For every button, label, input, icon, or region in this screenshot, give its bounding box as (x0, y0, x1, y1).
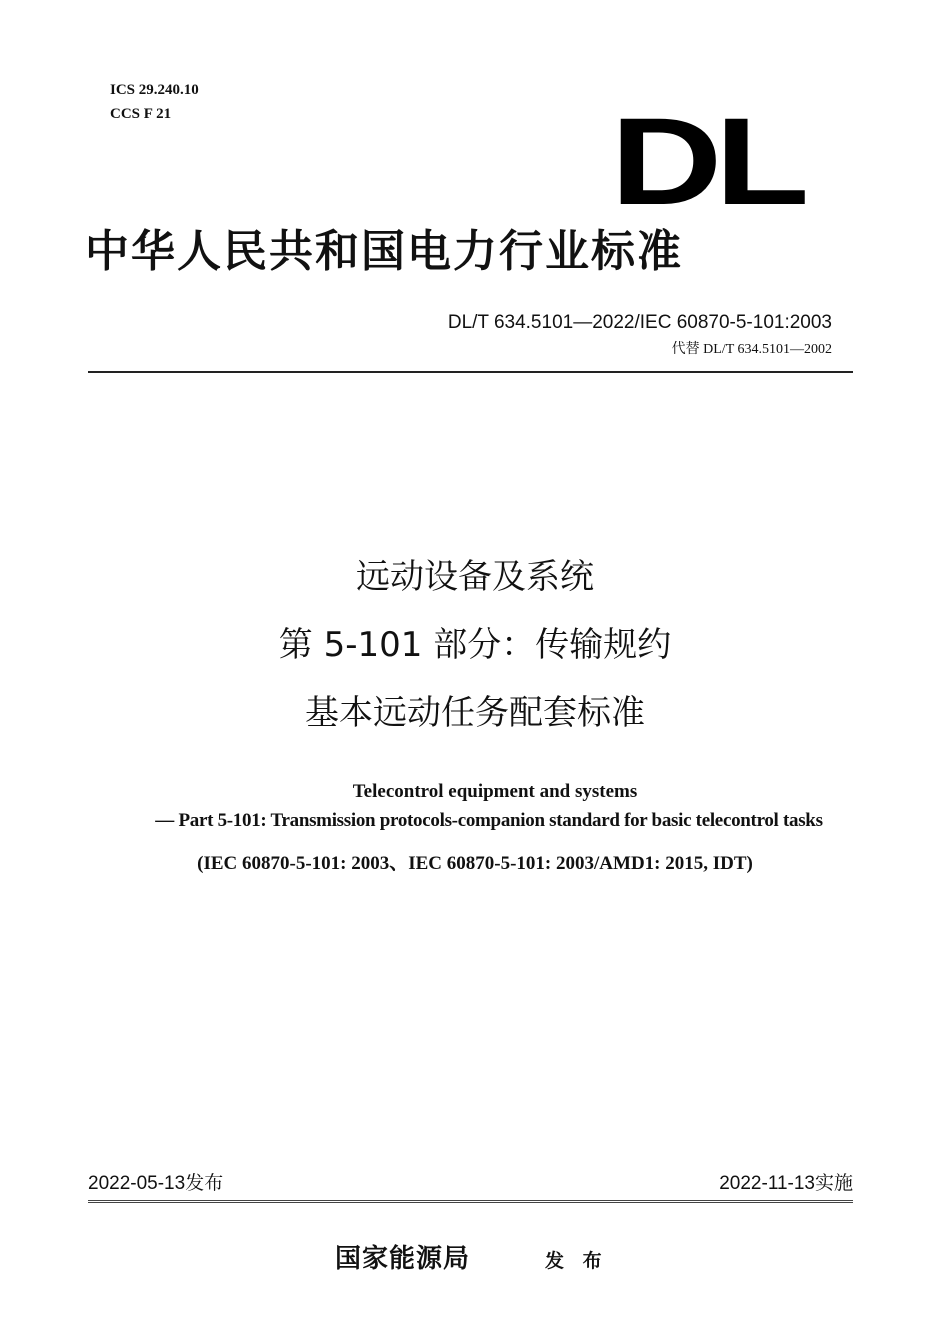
ccs-code: CCS F 21 (110, 106, 172, 122)
top-divider (88, 371, 853, 373)
chinese-title-line-3: 基本远动任务配套标准 (305, 693, 645, 733)
standard-number: DL/T 634.5101—2022/IEC 60870-5-101:2003 (447, 312, 832, 333)
replaces-standard: 代替 DL/T 634.5101—2002 (671, 342, 832, 357)
dl-logo: DL (610, 93, 802, 231)
implementation-date: 2022-11-13实施 (719, 1173, 853, 1194)
english-title-line-2: — Part 5-101: Transmission protocols-companion standard for basic telecontrol tasks (155, 810, 823, 831)
bottom-divider (88, 1200, 853, 1203)
publish-date: 2022-05-13发布 (88, 1173, 224, 1194)
english-title-line-1: Telecontrol equipment and systems (352, 781, 638, 802)
publisher-name: 国家能源局 (335, 1244, 471, 1274)
ics-code: ICS 29.240.10 (110, 82, 199, 98)
chinese-title-line-1: 远动设备及系统 (356, 557, 594, 597)
chinese-title-line-2: 第 5-101 部分：传输规约 (278, 625, 672, 665)
english-title-line-3: (IEC 60870-5-101: 2003、IEC 60870-5-101: 2003/AMD1: 2015, IDT) (197, 853, 753, 874)
standard-title: 中华人民共和国电力行业标准 (85, 226, 683, 277)
publish-label: 发 布 (545, 1250, 608, 1272)
